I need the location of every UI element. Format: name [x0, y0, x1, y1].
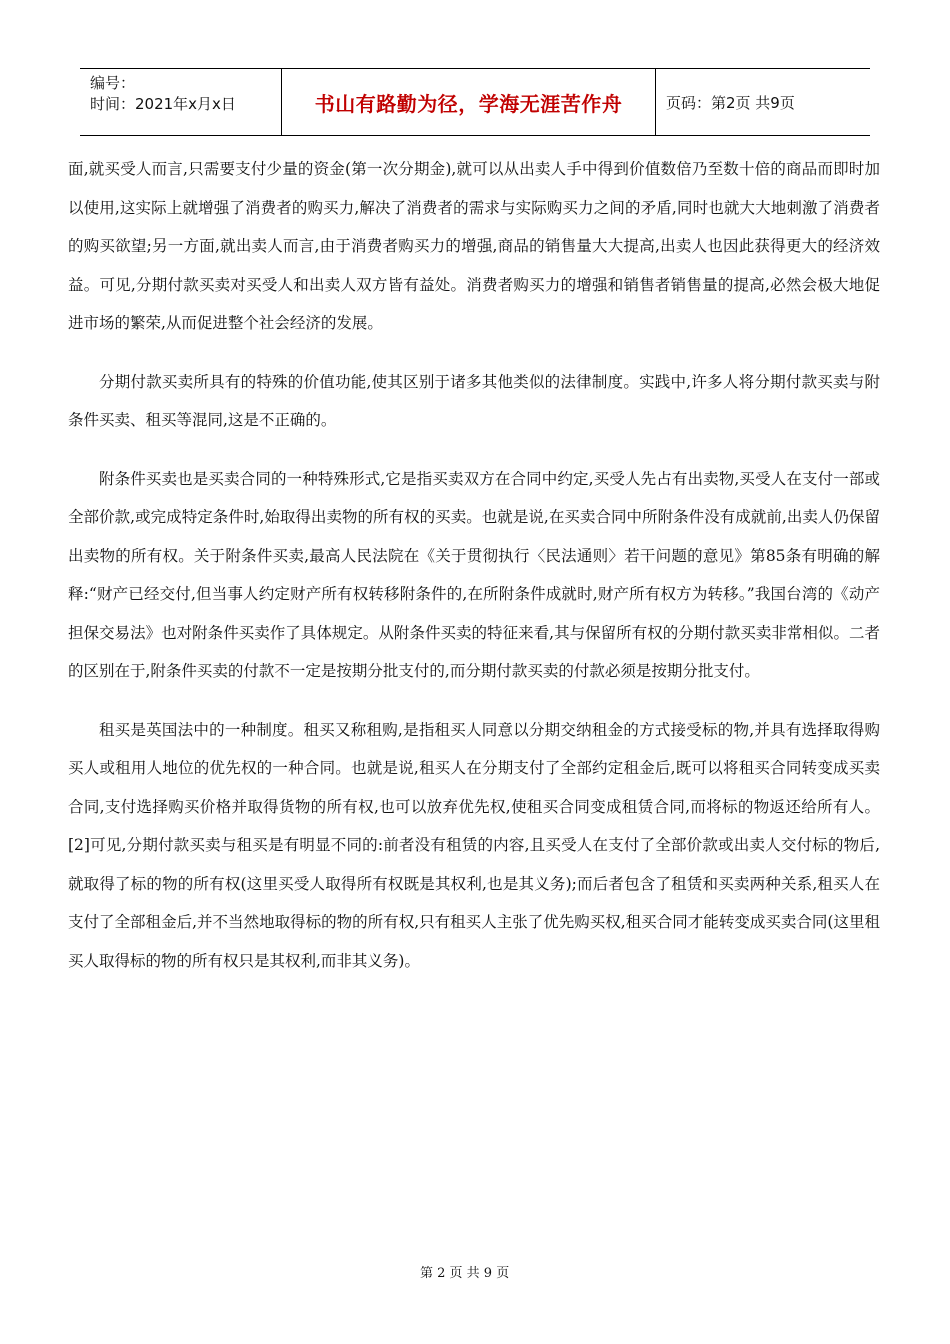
- number-label: 编号：: [90, 74, 136, 92]
- date-label: 时间：2021年x月x日: [90, 95, 236, 113]
- header-meta: [80, 69, 282, 135]
- header-page-info-cell: [656, 69, 870, 135]
- page-footer: [0, 1262, 950, 1281]
- header-motto-cell: [282, 69, 656, 135]
- paragraph-2: 分期付款买卖所具有的特殊的价值功能,使其区别于诸多其他类似的法律制度。实践中,许多人将分期付款买卖与附条件买卖、租买等混同,这是不正确的。: [68, 372, 880, 429]
- header-page-info: 页码：第2页 共9页: [666, 93, 795, 112]
- header-motto: 书山有路勤为径，学海无涯苦作舟: [314, 91, 623, 116]
- paragraph-1: 面,就买受人而言,只需要支付少量的资金(第一次分期金),就可以从出卖人手中得到价值数倍乃至数十倍的商品而即时加以使用,这实际上就增强了消费者的购买力,解决了消费者的需求与实际购买力之间的矛盾,同时也就大大地刺激了消费者的购买欲望;另一方面,就出卖人而言,由于消费者购买力的增强,商品的销售量大大提高,出卖人也因此获得更大的经济效益。可见,分期付款买卖对买受人和出卖人双方皆有益处。消费者购买力的增强和销售者销售量的提高,必然会极大地促进市场的繁荣,从而促进整个社会经济的发展。: [68, 160, 880, 332]
- document-body: [68, 150, 880, 980]
- page-header: [80, 68, 870, 136]
- footer-page-number: 第 2 页 共 9 页: [420, 1266, 510, 1281]
- paragraph-3: 附条件买卖也是买卖合同的一种特殊形式,它是指买卖双方在合同中约定,买受人先占有出卖物,买受人在支付一部或全部价款,或完成特定条件时,始取得出卖物的所有权的买卖。也就是说,在买卖合同中所附条件没有成就前,出卖人仍保留出卖物的所有权。关于附条件买卖,最高人民法院在《关于贯彻执行〈民法通则〉若干问题的意见》第85条有明确的解释:“财产已经交付,但当事人约定财产所有权转移附条件的,在所附条件成就时,财产所有权方为转移。”我国台湾的《动产担保交易法》也对附条件买卖作了具体规定。从附条件买卖的特征来看,其与保留所有权的分期付款买卖非常相似。二者的区别在于,附条件买卖的付款不一定是按期分批支付的,而分期付款买卖的付款必须是按期分批支付。: [68, 469, 880, 680]
- paragraph-4: 租买是英国法中的一种制度。租买又称租购,是指租买人同意以分期交纳租金的方式接受标的物,并具有选择取得购买人或租用人地位的优先权的一种合同。也就是说,租买人在分期支付了全部约定租金后,既可以将租买合同转变成买卖合同,支付选择购买价格并取得货物的所有权,也可以放弃优先权,使租买合同变成租赁合同,而将标的物返还给所有人。 [2]可见,分期付款买卖与租买是有明显不同的:前者没有租赁的内容,且买受人在支付了全部价款或出卖人交付标的物后,就取得了标的物的所有权(这里买受人取得所有权既是其权利,也是其义务);而后者包含了租赁和买卖两种关系,租买人在支付了全部租金后,并不当然地取得标的物的所有权,只有租买人主张了优先购买权,租买合同才能转变成买卖合同(这里租买人取得标的物的所有权只是其权利,而非其义务)。: [68, 720, 880, 970]
